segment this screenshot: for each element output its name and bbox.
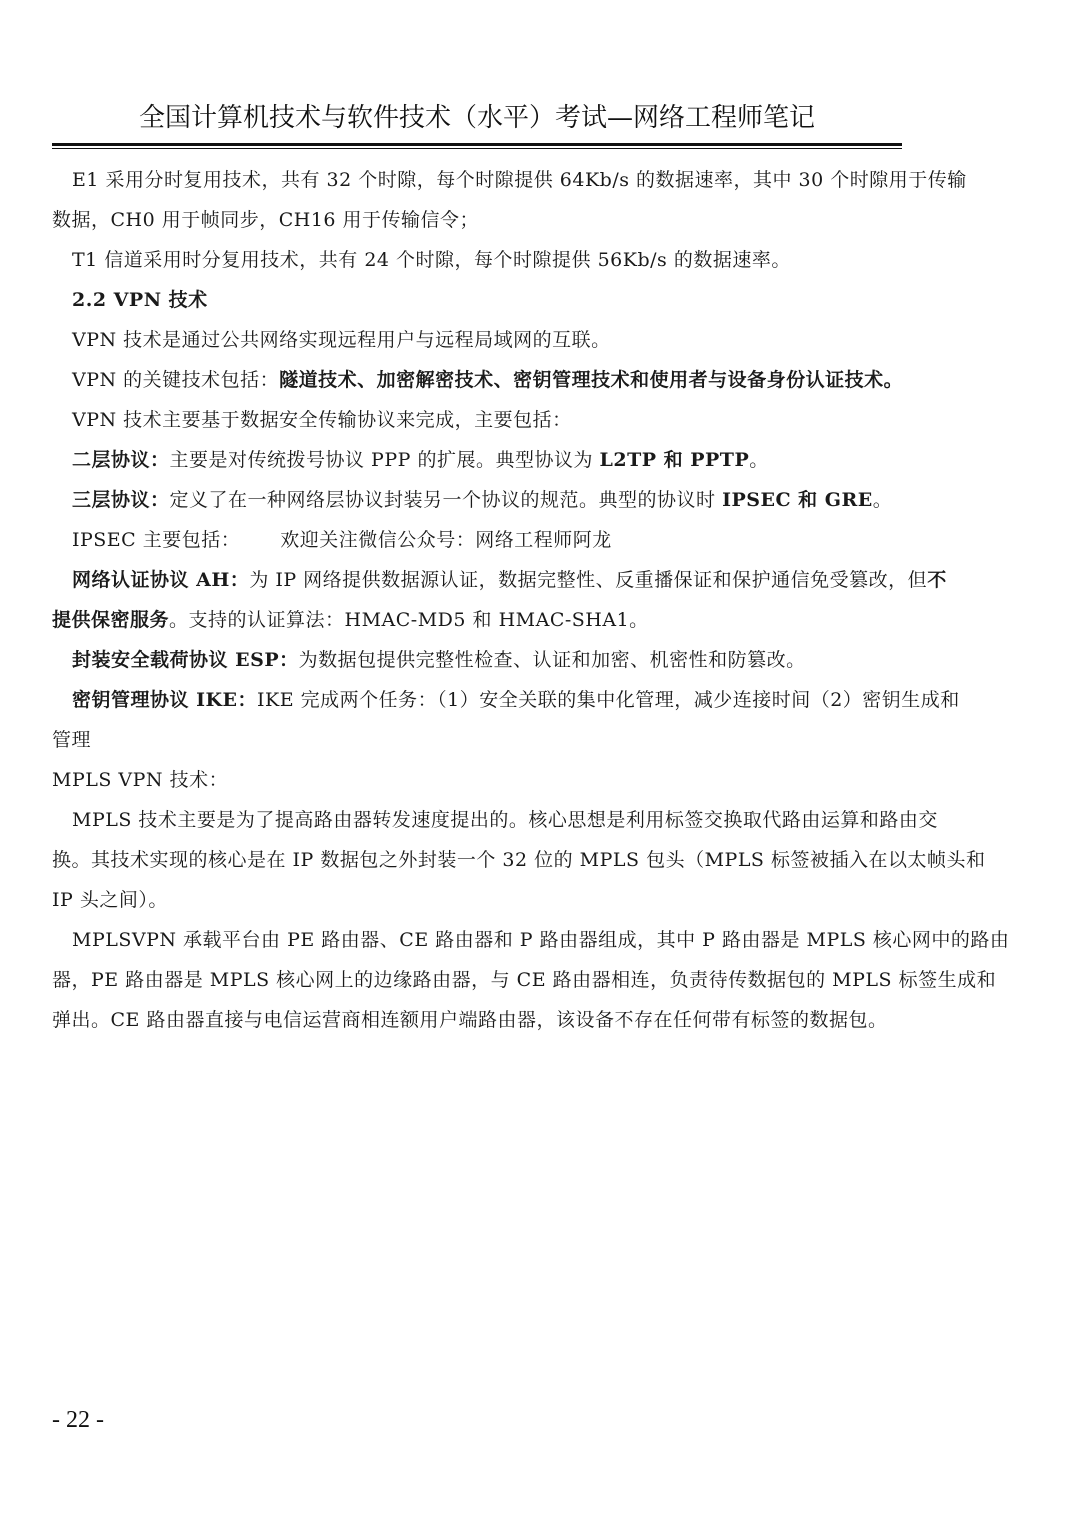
- document-body: [52, 160, 1032, 1040]
- layer2-end: 。: [749, 449, 769, 471]
- layer2-label: 二层协议：: [72, 449, 170, 471]
- ike-text: IKE 完成两个任务：（1）安全关联的集中化管理，减少连接时间（2）密钥生成和: [257, 689, 960, 711]
- ah-line-2: [52, 600, 1032, 640]
- ike-line-1: [52, 680, 1032, 720]
- mpls-p1-line-1: MPLS 技术主要是为了提高路由器转发速度提出的。核心思想是利用标签交换取代路由运算和路由交: [72, 809, 938, 831]
- header-rule-thick: [52, 143, 902, 146]
- layer2-protocols: L2TP 和 PPTP: [599, 449, 750, 471]
- section-heading-vpn: 2.2 VPN 技术: [72, 289, 208, 311]
- e1-line-1: E1 采用分时复用技术，共有 32 个时隙，每个时隙提供 64Kb/s 的数据速率，其中 30 个时隙用于传输: [72, 169, 967, 191]
- vpn-key-tech: [52, 360, 1032, 400]
- mpls-p2-line-3: 弹出。CE 路由器直接与电信运营商相连额用户端路由器，该设备不存在任何带有标签的数据包。: [52, 1009, 888, 1031]
- ah-line-1: [52, 560, 1032, 600]
- ah-bold-end: 不: [927, 569, 947, 591]
- header-rule-thin: [52, 148, 902, 149]
- layer2-protocol: [52, 440, 1032, 480]
- vpn-basis: VPN 技术主要基于数据安全传输协议来完成，主要包括：: [72, 409, 572, 431]
- layer2-text: 主要是对传统拨号协议 PPP 的扩展。典型协议为: [169, 449, 600, 471]
- page-number: - 22 -: [52, 1407, 104, 1433]
- mpls-p1-line-3: IP 头之间）。: [52, 889, 168, 911]
- esp-label: 封装安全载荷协议 ESP：: [72, 649, 299, 671]
- ah-text: 为 IP 网络提供数据源认证，数据完整性、反重播保证和保护通信免受篡改，但: [249, 569, 928, 591]
- t1-line: T1 信道采用时分复用技术，共有 24 个时隙，每个时隙提供 56Kb/s 的数据速率。: [72, 249, 791, 271]
- ipsec-intro: IPSEC 主要包括：: [72, 529, 241, 551]
- mpls-p2-line-1: MPLSVPN 承载平台由 PE 路由器、CE 路由器和 P 路由器组成，其中 P 路由器是 MPLS 核心网中的路由: [72, 929, 1010, 951]
- e1-line-2: 数据，CH0 用于帧同步，CH16 用于传输信令；: [52, 209, 480, 231]
- layer3-text: 定义了在一种网络层协议封装另一个协议的规范。典型的协议时: [169, 489, 723, 511]
- layer3-label: 三层协议：: [72, 489, 170, 511]
- vpn-definition: VPN 技术是通过公共网络实现远程用户与远程局域网的互联。: [72, 329, 611, 351]
- mpls-heading: MPLS VPN 技术：: [52, 769, 229, 791]
- vpn-key-list: 隧道技术、加密解密技术、密钥管理技术和使用者与设备身份认证技术。: [279, 369, 904, 391]
- esp-text: 为数据包提供完整性检查、认证和加密、机密性和防篡改。: [298, 649, 806, 671]
- ah-text-2: 。支持的认证算法：HMAC-MD5 和 HMAC-SHA1。: [169, 609, 649, 631]
- ike-label: 密钥管理协议 IKE：: [72, 689, 257, 711]
- page-header-title: 全国计算机技术与软件技术（水平）考试—网络工程师笔记: [138, 103, 815, 133]
- esp-line: [52, 640, 1032, 680]
- mpls-p1-line-2: 换。其技术实现的核心是在 IP 数据包之外封装一个 32 位的 MPLS 包头（MPLS 标签被插入在以太帧头和: [52, 849, 986, 871]
- layer3-protocol: [52, 480, 1032, 520]
- layer3-protocols: IPSEC 和 GRE: [722, 489, 873, 511]
- ipsec-intro-line: [52, 520, 1032, 560]
- ike-line-2: 管理: [52, 729, 92, 751]
- layer3-end: 。: [872, 489, 893, 511]
- vpn-key-prefix: VPN 的关键技术包括：: [72, 369, 280, 391]
- ah-label: 网络认证协议 AH：: [72, 569, 250, 591]
- ah-bold-service: 提供保密服务: [52, 609, 170, 631]
- watermark-text: 欢迎关注微信公众号：网络工程师阿龙: [280, 529, 612, 551]
- mpls-p2-line-2: 器，PE 路由器是 MPLS 核心网上的边缘路由器，与 CE 路由器相连，负责待传数据包的 MPLS 标签生成和: [52, 969, 997, 991]
